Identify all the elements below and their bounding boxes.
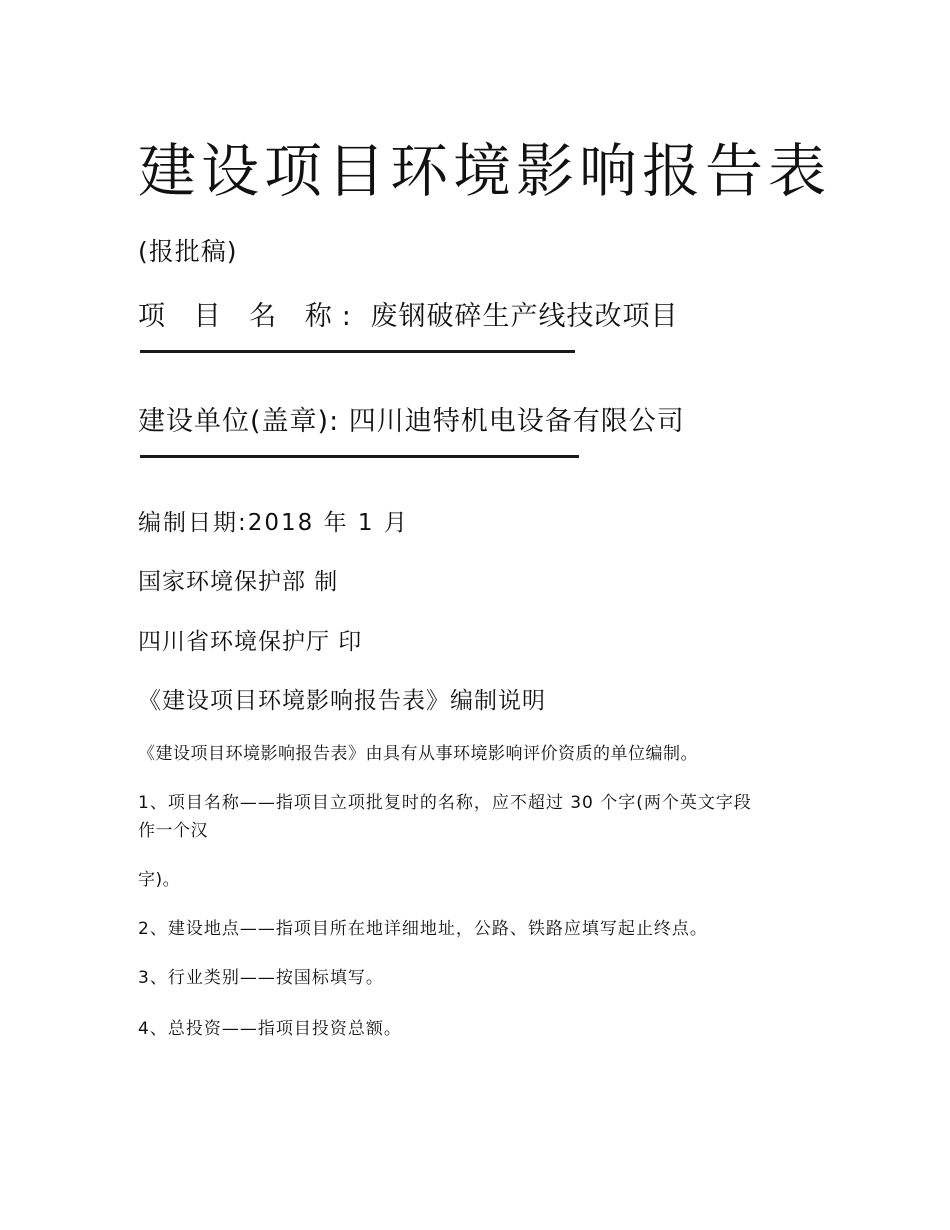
note-item-3: 3、行业类别——按国标填写。 (138, 968, 384, 988)
compile-date: 编制日期:2018 年 1 月 (138, 510, 409, 536)
construction-unit-value: 四川迪特机电设备有限公司 (339, 406, 685, 437)
document-subtitle: (报批稿) (138, 237, 238, 266)
note-item-1-line-2: 作一个汉 (138, 821, 208, 841)
note-item-1-line-1: 1、项目名称——指项目立项批复时的名称，应不超过 30 个字(两个英文字段 (138, 793, 752, 813)
project-name-value: 废钢破碎生产线技改项目 (360, 301, 679, 332)
printed-by: 四川省环境保护厅 印 (138, 629, 363, 655)
made-by: 国家环境保护部 制 (138, 569, 339, 595)
construction-unit-underline (140, 455, 579, 458)
project-name-underline (140, 350, 575, 353)
note-item-2: 2、建设地点——指项目所在地详细地址，公路、铁路应填写起止终点。 (138, 919, 708, 939)
construction-unit-label: 建设单位(盖章): (138, 406, 340, 437)
note-item-4: 4、总投资——指项目投资总额。 (138, 1019, 402, 1039)
construction-unit-field (138, 405, 685, 439)
project-name-field (138, 300, 678, 334)
document-title: 建设项目环境影响报告表 (138, 137, 832, 205)
notes-heading: 《建设项目环境影响报告表》编制说明 (138, 688, 546, 714)
project-name-label: 项 目 名 称: (138, 301, 361, 332)
notes-intro: 《建设项目环境影响报告表》由具有从事环境影响评价资质的单位编制。 (138, 744, 698, 764)
note-item-1-line-3: 字)。 (138, 870, 181, 890)
